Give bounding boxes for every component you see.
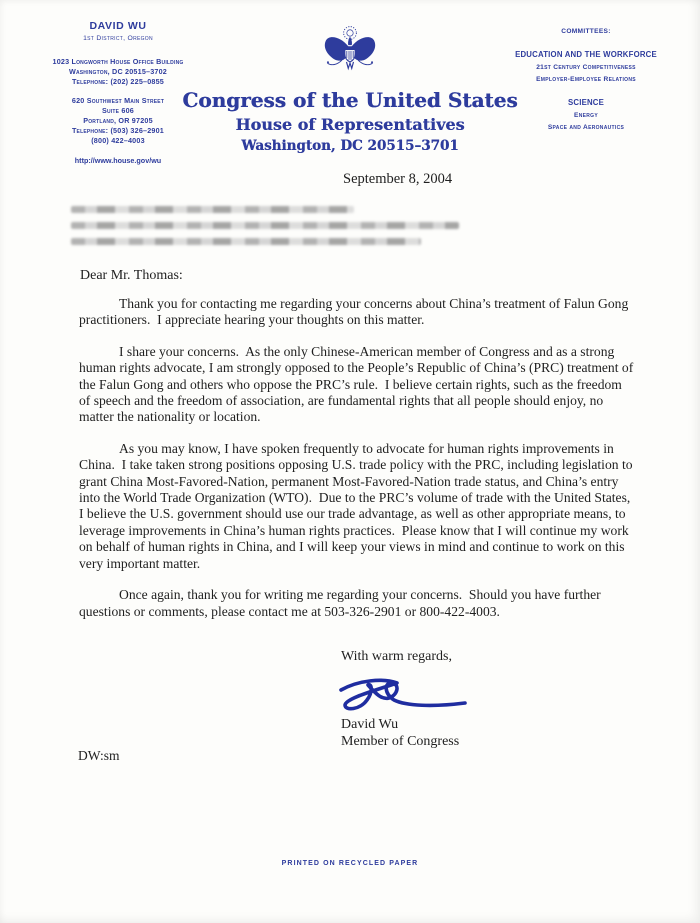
redacted-address-line [71,222,459,229]
subcommittee-name: Employer-Employee Relations [536,76,636,83]
redacted-address-line [71,238,421,245]
washington-address: Washington, DC 20515–3701 [241,138,459,154]
paragraph: As you may know, I have spoken frequently to advocate for human rights improvements in China. I take taken strong positions opposing U.S. trade policy with the PRC, including legislation to grant China Most-Favored-Nation, permanent Most-Favored-Nation trade status, and China’s entry into the World Trade Organization (WTO). Due to the PRC’s volume of trade with the United States, I believe the U.S. government should use our trade advantage, as well as other appropriate means, to leverage improvements in China’s human rights practices. Please know that I will continue my work on behalf of human rights in China, and I will keep your views in mind and continue to work on this very important matter. [79,440,636,571]
portland-office-line: Portland, OR 97205 [83,116,153,125]
portland-office-line: (800) 422–4003 [91,136,145,145]
redacted-recipient-address [71,206,459,254]
portland-office-line: 620 Southwest Main Street [71,96,165,105]
recycled-paper-note: PRINTED ON RECYCLED PAPER [281,860,419,867]
handwritten-signature [331,674,471,714]
committee-name: EDUCATION AND THE WORKFORCE [515,50,657,59]
member-district: 1st District, Oregon [83,35,153,42]
letter-date: September 8, 2004 [343,171,453,187]
dc-office-line: Washington, DC 20515–3702 [68,67,168,76]
paragraph: I share your concerns. As the only Chinese-American member of Congress and as a strong human rights advocate, I am strongly opposed to the People’s Republic of China’s (PRC) treatment of the Falun Gong and others who oppose the PRC’s rule. I believe certain rights, such as the freedom of speech and the freedom of association, are fundamental rights that all people should enjoy, no matter the nationality or location. [79,343,637,425]
website-url: http://www.house.gov/wu [74,156,162,165]
closing-phrase: With warm regards, [341,649,453,664]
salutation: Dear Mr. Thomas: [80,268,183,283]
reference-initials: DW:sm [78,748,120,763]
signer-name: David Wu [341,717,399,732]
great-seal-eagle-icon [321,24,379,86]
letter-body [79,296,636,635]
portland-office-line: Suite 606 [102,106,134,115]
committee-name: SCIENCE [567,98,605,107]
congress-title: Congress of the United States [182,88,518,112]
signer-title: Member of Congress [341,734,460,749]
redacted-address-line [71,206,354,213]
subcommittee-name: Energy [574,112,598,119]
house-subtitle: House of Representatives [235,115,465,134]
subcommittee-name: 21st Century Competitiveness [536,64,636,71]
paragraph: Once again, thank you for writing me regarding your concerns. Should you have further questions or comments, please contact me at 503-326-2901 or 800-422-4003. [79,587,605,619]
committees-label: COMMITTEES: [561,28,611,35]
closing-block [341,648,471,750]
dc-office-line: 1023 Longworth House Office Building [52,57,184,66]
letterhead-right-column [482,28,690,131]
paragraph: Thank you for contacting me regarding your concerns about China’s treatment of Falun Gong practitioners. I appreciate hearing your thoughts on this matter. [79,296,632,328]
subcommittee-name: Space and Aeronautics [547,124,625,131]
member-name: DAVID WU [89,20,147,32]
portland-office-line: Telephone: (503) 326–2901 [71,126,165,135]
dc-office-line: Telephone: (202) 225–0855 [71,77,165,86]
